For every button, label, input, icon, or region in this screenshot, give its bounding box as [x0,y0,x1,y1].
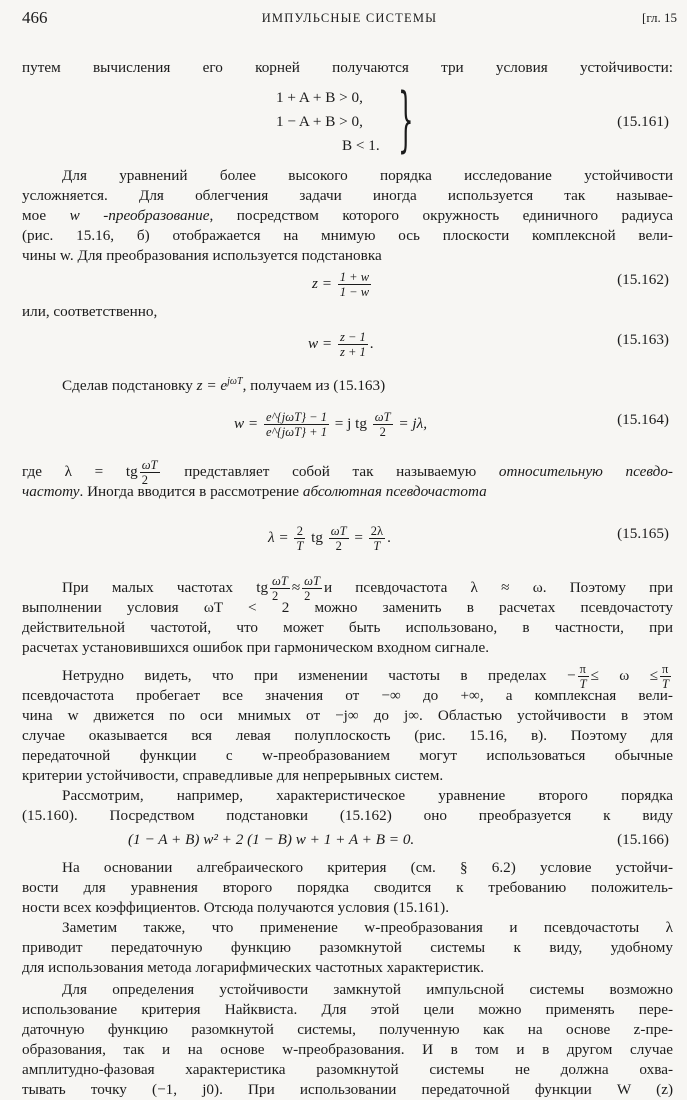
eq-lhs: w = [234,414,259,432]
numerator: ωT [141,458,158,472]
numerator: z − 1 [339,330,366,344]
eq-lhs: z = [312,274,332,292]
math-span: z = e [196,377,228,395]
text-line: выполнении условия ωT < 2 можно заменить в расчетах псевдочастоту [22,599,673,616]
numerator: 2λ [370,524,384,538]
equation [268,524,391,553]
text-span: При малых частотах tg [62,578,269,596]
math-span: λ = tg [64,462,138,480]
italic-term: w -преобразование [69,207,210,224]
text-span: где [22,462,65,480]
numerator: ωT [304,574,320,588]
eq-body: (1 − A + B) w² + 2 (1 − B) w + 1 + A + B = 0. [128,831,415,848]
denominator: 2 [335,539,342,553]
fraction [264,410,329,439]
text-line: критерии устойчивости, справедливые для непрерывных систем. [22,767,444,784]
denominator: 2 [141,473,148,487]
denominator: 2 [304,589,311,603]
denominator: T [579,677,587,691]
eq-rhs: = jλ, [398,414,428,432]
equation-line: 1 + A + B > 0, [276,89,363,106]
equation-number: (15.161) [617,113,669,130]
text-span: ≈ [291,578,301,596]
text-line: приводит передаточную функцию разомкнутой системы к виду, удобному [22,939,673,956]
text-span: , посредством которого окружность единичного радиуса [209,207,673,224]
superscript: jωT [227,376,243,387]
numerator: π [578,662,589,677]
text-line: усложняется. Для облегчения задачи иногда используется так называе- [22,187,673,204]
text-line: (рис. 15.16, б) отображается на мнимую ось плоскости комплексной вели- [22,227,673,244]
chapter-label: [гл. 15 [642,10,677,25]
running-header [22,8,677,30]
fraction [369,524,385,553]
text-line: Для определения устойчивости замкнутой импульсной системы возможно [62,981,673,998]
text-span: мое [22,207,70,224]
text-line [22,372,673,396]
equation [128,830,414,850]
right-brace: } [398,78,414,160]
text-line: амплитудно-фазовая характеристика разомкнутой системы не должна охва- [22,1061,673,1078]
text-line [22,206,673,226]
text-line: На основании алгебраического критерия (см. § 6.2) условие устойчи- [62,859,673,876]
text-line: тывать точку (−1, j0). При использовании передаточной функции W (z) [22,1081,673,1098]
text-line: (15.160). Посредством подстановки (15.162) оно преобразуется к виду [22,807,673,824]
punct: . [369,334,374,352]
denominator: T [296,539,304,553]
punct: . [387,528,391,546]
equation-number: (15.165) [617,525,669,542]
text-span: ≤ ω ≤ [590,666,659,684]
equation-number: (15.164) [617,411,669,428]
text-span: , получаем из (15.163) [242,377,386,395]
text-line: ности всех коэффициентов. Отсюда получаются условия (15.161). [22,899,449,916]
text-line: образования, так и на основе w-преобразования. И в том и в другом случае [22,1041,673,1058]
text-span: Сделав подстановку [62,377,197,395]
denominator: z + 1 [339,345,366,359]
denominator: T [662,677,669,691]
equation-line: 1 − A + B > 0, [276,113,363,130]
text-line: псевдочастота пробегает все значения от −∞ до +∞, а комплексная вели- [22,687,673,704]
denominator: 2 [379,425,386,439]
eq-lhs: λ = [268,528,289,546]
text-line: вости для уравнения второго порядка сводится к требованию положитель- [22,879,673,896]
eq-equals: = [354,528,363,546]
text-line: случае оказывается вся левая полуплоскость (рис. 15.16, в). Поэтому для [22,727,673,744]
italic-term: относительную псевдо- [498,462,673,480]
equation-line: B < 1. [342,137,380,154]
fraction [294,524,305,553]
text-line: Для уравнений более высокого порядка исследование устойчивости [62,167,673,184]
text-line: передаточной функции с w-преобразованием могут использоваться обычные [22,747,673,764]
text-line: даточную функцию разомкнутой системы, полученную как на основе z-пре- [22,1021,673,1038]
text-line: для использования метода логарифмических частотных характеристик. [22,959,485,976]
numerator: 1 + w [339,270,370,284]
text-line: действительной частотой, что может быть использовано, в частности, при [22,619,673,636]
text-line: путем вычисления его корней получаются три условия устойчивости: [22,59,673,76]
italic-term: абсолютная псевдочастота [302,483,487,500]
fraction [338,270,371,299]
text-line: чина w движется по оси мнимых от −j∞ до j∞. Областью устойчивости в этом [22,707,673,724]
numerator: e^{jωT} − 1 [265,410,327,424]
numerator: ωT [374,410,391,424]
numerator: 2 [294,524,305,539]
numerator: ωT [272,574,288,588]
text-line: расчетах установившихся ошибок при гармоническом входном сигнале. [22,639,489,656]
fraction [338,330,368,359]
fraction [329,524,349,553]
equation-number: (15.166) [617,831,669,848]
equation [308,330,374,359]
equation-number: (15.163) [617,331,669,348]
eq-mid: tg [311,528,323,546]
denominator: 2 [272,589,279,603]
numerator: ωT [330,524,347,538]
equation [312,270,373,299]
text-line: Рассмотрим, например, характеристическое уравнение второго порядка [62,787,673,804]
text-line: использование критерия Найквиста. Для этой цели можно применять пере- [22,1001,673,1018]
numerator: π [660,662,671,677]
italic-term: частоту [22,483,80,500]
text-span: . Иногда вводится в рассмотрение [79,483,303,500]
denominator: 1 − w [339,285,370,299]
text-line: или, соответственно, [22,303,158,320]
fraction [373,410,393,439]
eq-lhs: w = [308,334,333,352]
text-line [22,482,673,502]
text-span: и псевдочастота λ ≈ ω. Поэтому при [323,578,673,596]
equation-number: (15.162) [617,271,669,288]
denominator: e^{jωT} + 1 [265,425,327,439]
denominator: T [373,539,381,553]
equation [234,410,427,439]
text-line: чины w. Для преобразования используется подстановка [22,247,382,264]
eq-mid: = j tg [334,414,367,432]
text-span: представляет собой так называемую [161,462,499,480]
running-title: ИМПУЛЬСНЫЕ СИСТЕМЫ [261,11,438,25]
page-number: 466 [22,8,48,27]
text-span: Нетрудно видеть, что при изменении частоты в пределах − [62,666,576,684]
text-line: Заметим также, что применение w-преобразования и псевдочастоты λ [62,919,673,936]
